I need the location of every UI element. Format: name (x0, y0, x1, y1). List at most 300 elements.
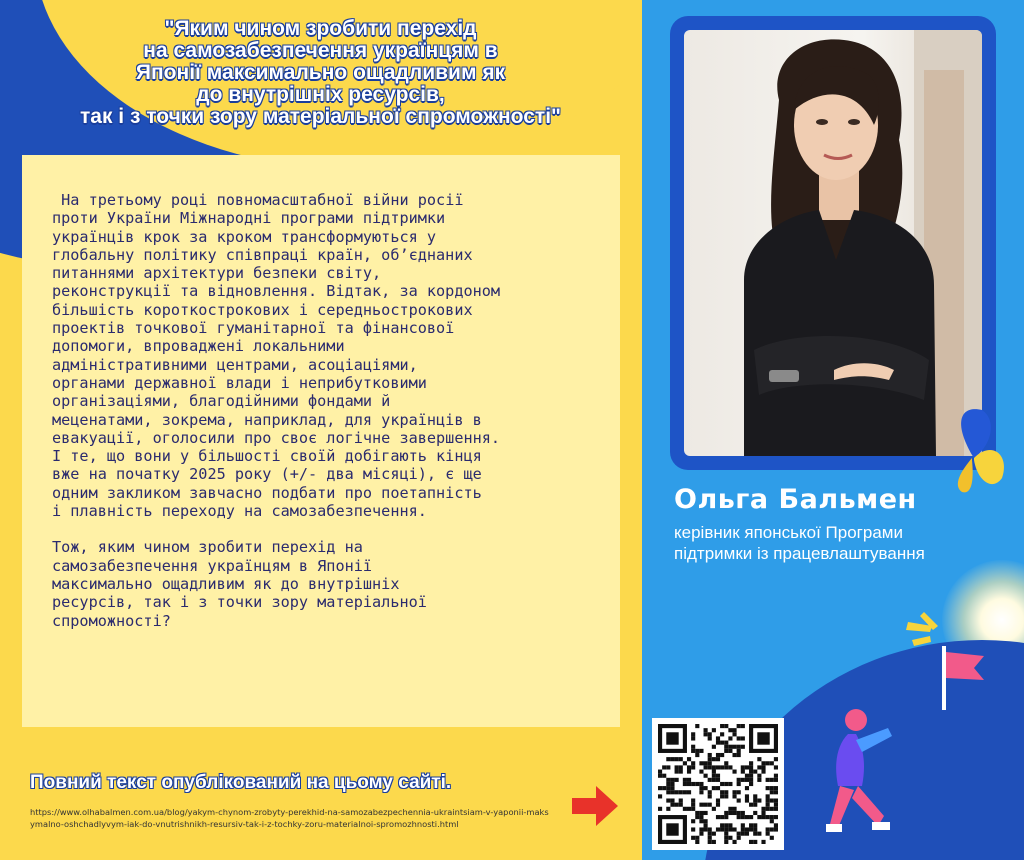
qr-module (712, 745, 716, 749)
qr-module (753, 823, 757, 827)
qr-module (720, 782, 724, 786)
qr-module (708, 832, 712, 836)
qr-module (691, 827, 695, 831)
qr-module (679, 803, 683, 807)
qr-module (757, 798, 761, 802)
qr-module (724, 794, 728, 798)
qr-module (728, 782, 732, 786)
qr-module (732, 811, 736, 815)
qr-module (724, 765, 728, 769)
qr-module (770, 798, 774, 802)
qr-module (699, 827, 703, 831)
qr-module (716, 736, 720, 740)
qr-module (745, 794, 749, 798)
qr-module (716, 741, 720, 745)
qr-module (691, 803, 695, 807)
qr-module (708, 836, 712, 840)
qr-module (679, 765, 683, 769)
portrait-photo (684, 30, 982, 456)
qr-module (728, 827, 732, 831)
qr-module (720, 741, 724, 745)
portrait-illustration (684, 30, 982, 456)
qr-module (699, 811, 703, 815)
qr-module (753, 770, 757, 774)
qr-module (699, 786, 703, 790)
qr-module (683, 761, 687, 765)
qr-module (658, 774, 662, 778)
qr-module (691, 761, 695, 765)
qr-module (720, 790, 724, 794)
qr-module (741, 765, 745, 769)
qr-module (704, 786, 708, 790)
qr-module (774, 774, 778, 778)
qr-module (732, 807, 736, 811)
headline-line: "Яким чином зробити перехід (164, 17, 477, 40)
qr-module (699, 782, 703, 786)
qr-module (716, 774, 720, 778)
qr-module (670, 782, 674, 786)
qr-module (666, 786, 670, 790)
qr-module (761, 811, 765, 815)
qr-module (708, 757, 712, 761)
qr-module (770, 778, 774, 782)
qr-module (761, 765, 765, 769)
qr-module (737, 815, 741, 819)
qr-module (658, 807, 662, 811)
qr-module (670, 790, 674, 794)
qr-module (737, 836, 741, 840)
qr-module (724, 724, 728, 728)
qr-finder (757, 732, 769, 744)
qr-module (666, 807, 670, 811)
qr-module (691, 736, 695, 740)
qr-module (770, 815, 774, 819)
qr-module (699, 803, 703, 807)
qr-module (757, 765, 761, 769)
qr-module (691, 745, 695, 749)
qr-module (666, 765, 670, 769)
qr-module (691, 765, 695, 769)
qr-module (720, 827, 724, 831)
qr-module (749, 761, 753, 765)
qr-module (774, 803, 778, 807)
qr-module (704, 732, 708, 736)
qr-module (737, 736, 741, 740)
qr-module (658, 794, 662, 798)
qr-module (741, 778, 745, 782)
qr-module (679, 757, 683, 761)
article-paragraph: Тож, яким чином зробити перехід на самозабезпечення українцям в Японії максимально ощадливим як до внутрішніх ресурсів, так і з точки зору матеріальної спроможності? (52, 538, 427, 630)
qr-module (749, 840, 753, 844)
qr-module (716, 827, 720, 831)
qr-module (691, 819, 695, 823)
qr-module (716, 786, 720, 790)
qr-module (712, 728, 716, 732)
qr-module (704, 765, 708, 769)
qr-module (699, 819, 703, 823)
qr-module (708, 794, 712, 798)
qr-module (774, 823, 778, 827)
qr-module (695, 811, 699, 815)
qr-module (732, 770, 736, 774)
qr-module (695, 724, 699, 728)
qr-module (761, 761, 765, 765)
qr-module (766, 815, 770, 819)
qr-module (732, 790, 736, 794)
person-role-line: підтримки із працевлаштування (674, 544, 925, 563)
qr-module (687, 778, 691, 782)
qr-module (757, 757, 761, 761)
qr-module (675, 803, 679, 807)
qr-module (666, 782, 670, 786)
qr-module (753, 803, 757, 807)
qr-module (695, 836, 699, 840)
qr-module (761, 840, 765, 844)
qr-module (737, 745, 741, 749)
qr-module (737, 724, 741, 728)
qr-module (724, 782, 728, 786)
qr-module (670, 786, 674, 790)
qr-module (766, 803, 770, 807)
qr-module (745, 815, 749, 819)
qr-module (716, 798, 720, 802)
qr-module (732, 827, 736, 831)
qr-module (761, 807, 765, 811)
qr-module (774, 757, 778, 761)
qr-module (745, 798, 749, 802)
qr-module (666, 790, 670, 794)
qr-module (699, 761, 703, 765)
qr-module (670, 803, 674, 807)
qr-module (749, 782, 753, 786)
qr-module (724, 741, 728, 745)
qr-module (675, 778, 679, 782)
qr-module (699, 832, 703, 836)
qr-module (691, 749, 695, 753)
qr-module (774, 790, 778, 794)
qr-module (732, 753, 736, 757)
qr-module (704, 803, 708, 807)
qr-module (679, 790, 683, 794)
qr-module (745, 832, 749, 836)
qr-module (720, 753, 724, 757)
qr-module (757, 815, 761, 819)
qr-module (691, 798, 695, 802)
qr-module (728, 811, 732, 815)
qr-module (737, 782, 741, 786)
qr-module (732, 732, 736, 736)
qr-module (749, 815, 753, 819)
qr-module (724, 811, 728, 815)
qr-module (704, 774, 708, 778)
qr-module (741, 823, 745, 827)
qr-module (745, 786, 749, 790)
qr-module (675, 770, 679, 774)
qr-module (687, 807, 691, 811)
qr-module (737, 811, 741, 815)
qr-module (770, 836, 774, 840)
qr-module (770, 827, 774, 831)
qr-module (699, 749, 703, 753)
qr-module (774, 765, 778, 769)
qr-module (716, 765, 720, 769)
qr-module (720, 815, 724, 819)
headline-line: Японії максимально ощадливим як (135, 61, 506, 84)
qr-module (766, 807, 770, 811)
qr-module (720, 765, 724, 769)
qr-module (695, 840, 699, 844)
qr-module (737, 798, 741, 802)
qr-module (708, 790, 712, 794)
qr-module (691, 732, 695, 736)
qr-module (766, 798, 770, 802)
qr-module (699, 790, 703, 794)
qr-module (704, 761, 708, 765)
qr-module (732, 745, 736, 749)
qr-module (774, 807, 778, 811)
qr-module (749, 765, 753, 769)
qr-module (749, 774, 753, 778)
qr-module (728, 765, 732, 769)
qr-module (683, 782, 687, 786)
qr-module (683, 778, 687, 782)
qr-module (774, 786, 778, 790)
qr-module (745, 774, 749, 778)
qr-module (741, 827, 745, 831)
qr-module (741, 815, 745, 819)
qr-module (708, 732, 712, 736)
qr-module (708, 803, 712, 807)
qr-module (712, 786, 716, 790)
qr-module (712, 778, 716, 782)
qr-module (695, 815, 699, 819)
article-card (22, 155, 620, 727)
qr-module (732, 794, 736, 798)
qr-module (687, 765, 691, 769)
qr-module (766, 832, 770, 836)
qr-module (695, 749, 699, 753)
qr-module (749, 827, 753, 831)
qr-module (761, 770, 765, 774)
qr-module (691, 836, 695, 840)
qr-module (683, 807, 687, 811)
qr-module (724, 823, 728, 827)
person-name: Ольга Бальмен (674, 484, 917, 515)
qr-module (724, 827, 728, 831)
qr-module (670, 757, 674, 761)
qr-finder (666, 823, 678, 835)
climbing-person-icon (826, 706, 906, 856)
qr-module (691, 782, 695, 786)
qr-module (708, 736, 712, 740)
qr-module (753, 840, 757, 844)
article-paragraph: На третьому році повномасштабної війни росії проти України Міжнародні програми підтримки українців крок за кроком трансформуються у глобальну політику співпраці країн, об’єднаних питаннями архітектури безпеки світу, реконструкції та відновлення. Відтак, за кордоном більшість короткострокових і середньострокових проектів точкової гуманітарної та фінансової допомоги, впроваджені локальними адміністративними центрами, асоціаціями, органами державної влади і неприбутковими організаціями, благодійними фондами й меценатами, зокрема, наприклад, для українців в евакуації, оголосили про своє логічне завершення. І те, що вони у більшості своїй добігають кінця вже на початку 2025 року (+/- два місяці), є ще одним закликом завчасно подбати про поетапність і плавність переходу на самозабезпечення. (52, 191, 501, 521)
qr-module (666, 757, 670, 761)
qr-module (716, 753, 720, 757)
qr-module (724, 790, 728, 794)
qr-module (720, 732, 724, 736)
article-url-link[interactable]: https://www.olhabalmen.com.ua/blog/yakym-chynom-zrobyty-perekhid-na-samozabezpechennia-ukraintsiam-v-yaponii-maksymalno-oshchadlyvym-iak-do-vnutrishnikh-resursiv-tak-i-z-tochky-zoru-materialnoi-spromozhnosti.html (30, 807, 549, 829)
qr-module (753, 811, 757, 815)
qr-module (741, 770, 745, 774)
qr-module (666, 778, 670, 782)
qr-module (749, 803, 753, 807)
arrow-right-icon (572, 784, 618, 828)
flag-icon (938, 644, 988, 710)
qr-module (683, 790, 687, 794)
qr-module (716, 757, 720, 761)
qr-module (675, 765, 679, 769)
qr-module (662, 774, 666, 778)
qr-module (695, 753, 699, 757)
qr-module (724, 836, 728, 840)
qr-module (675, 790, 679, 794)
qr-module (732, 728, 736, 732)
qr-module (670, 798, 674, 802)
person-role (674, 522, 925, 564)
qr-module (708, 761, 712, 765)
qr-module (704, 819, 708, 823)
qr-module (766, 786, 770, 790)
headline (8, 18, 633, 128)
qr-module (712, 840, 716, 844)
qr-module (720, 823, 724, 827)
qr-module (708, 753, 712, 757)
headline-line: так і з точки зору матеріальної спроможності" (80, 105, 561, 128)
qr-module (724, 749, 728, 753)
qr-module (774, 827, 778, 831)
qr-module (679, 770, 683, 774)
qr-module (753, 827, 757, 831)
qr-module (724, 745, 728, 749)
qr-module (687, 770, 691, 774)
qr-module (770, 761, 774, 765)
qr-module (728, 745, 732, 749)
qr-module (712, 765, 716, 769)
qr-module (757, 774, 761, 778)
qr-module (691, 807, 695, 811)
qr-module (753, 832, 757, 836)
qr-module (708, 840, 712, 844)
qr-module (687, 757, 691, 761)
qr-module (712, 757, 716, 761)
qr-module (687, 790, 691, 794)
qr-module (741, 724, 745, 728)
qr-module (753, 798, 757, 802)
qr-finder (666, 732, 678, 744)
qr-module (770, 807, 774, 811)
qr-module (737, 832, 741, 836)
qr-module (745, 765, 749, 769)
qr-module (720, 794, 724, 798)
qr-module (749, 770, 753, 774)
qr-module (737, 749, 741, 753)
qr-module (774, 815, 778, 819)
qr-module (770, 790, 774, 794)
qr-module (728, 823, 732, 827)
qr-module (745, 778, 749, 782)
qr-module (741, 811, 745, 815)
qr-module (741, 745, 745, 749)
qr-module (749, 778, 753, 782)
qr-module (699, 770, 703, 774)
qr-module (737, 753, 741, 757)
qr-module (757, 832, 761, 836)
qr-code[interactable] (652, 718, 784, 850)
qr-module (770, 819, 774, 823)
qr-module (679, 798, 683, 802)
qr-module (704, 728, 708, 732)
qr-module (724, 840, 728, 844)
qr-module (708, 765, 712, 769)
qr-module (712, 774, 716, 778)
qr-module (712, 770, 716, 774)
qr-module (724, 761, 728, 765)
full-text-caption: Повний текст опублікований на цьому сайті. (30, 772, 452, 793)
person-role-line: керівник японської Програми (674, 523, 903, 542)
qr-module (749, 823, 753, 827)
qr-module (704, 827, 708, 831)
qr-module (766, 778, 770, 782)
qr-module (728, 736, 732, 740)
qr-module (675, 757, 679, 761)
qr-module (716, 815, 720, 819)
qr-module (724, 815, 728, 819)
qr-module (699, 815, 703, 819)
qr-module (774, 798, 778, 802)
qr-module (753, 794, 757, 798)
qr-module (732, 840, 736, 844)
qr-module (741, 832, 745, 836)
qr-module (737, 778, 741, 782)
qr-code-pattern (658, 724, 778, 844)
qr-module (662, 786, 666, 790)
qr-module (712, 807, 716, 811)
qr-module (658, 770, 662, 774)
headline-line: до внутрішніх ресурсів, (196, 83, 445, 106)
qr-module (670, 778, 674, 782)
qr-module (737, 790, 741, 794)
qr-module (757, 778, 761, 782)
qr-module (708, 778, 712, 782)
qr-module (728, 836, 732, 840)
qr-module (695, 782, 699, 786)
qr-module (687, 782, 691, 786)
qr-module (658, 786, 662, 790)
qr-module (766, 794, 770, 798)
qr-module (716, 803, 720, 807)
qr-module (774, 778, 778, 782)
qr-module (716, 778, 720, 782)
qr-module (728, 749, 732, 753)
qr-module (662, 765, 666, 769)
headline-line: на самозабезпечення українцям в (143, 39, 498, 62)
qr-module (761, 815, 765, 819)
qr-module (708, 827, 712, 831)
qr-module (766, 827, 770, 831)
qr-module (704, 823, 708, 827)
qr-module (745, 827, 749, 831)
qr-module (724, 832, 728, 836)
qr-module (720, 724, 724, 728)
qr-module (770, 786, 774, 790)
qr-module (704, 811, 708, 815)
qr-module (728, 728, 732, 732)
qr-module (666, 798, 670, 802)
qr-module (766, 761, 770, 765)
qr-module (728, 807, 732, 811)
qr-module (741, 736, 745, 740)
